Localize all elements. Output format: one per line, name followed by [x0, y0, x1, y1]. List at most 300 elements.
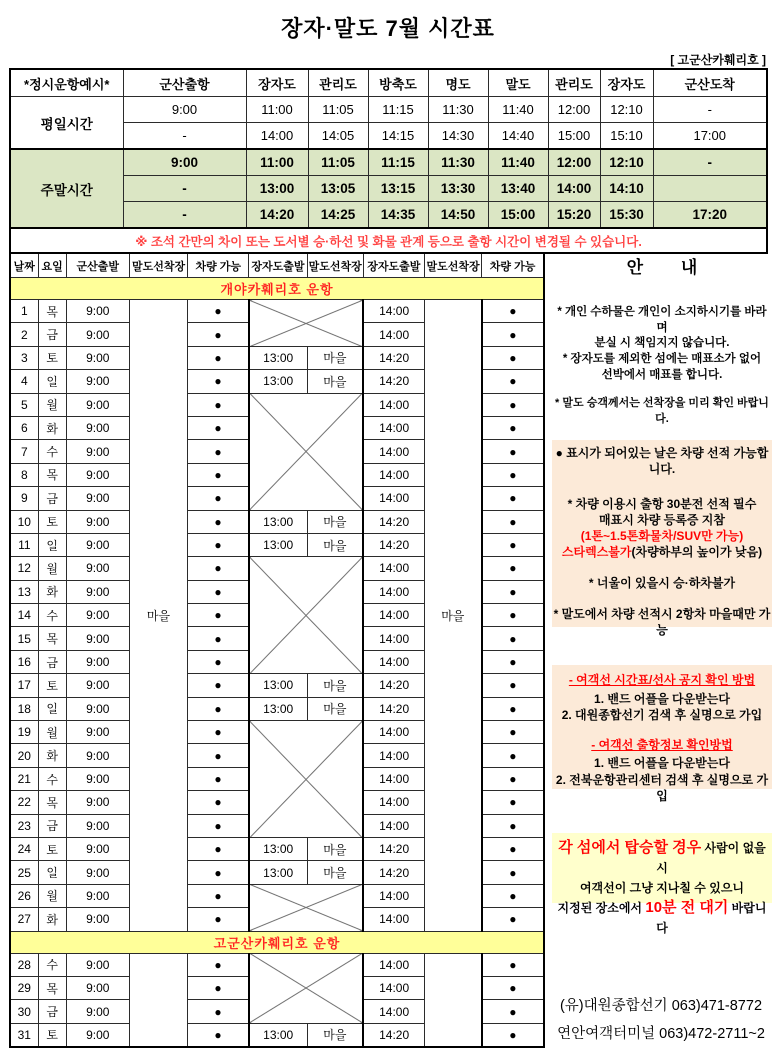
cell-date: 18	[10, 697, 38, 720]
cell-gunsan-depart: 9:00	[66, 697, 129, 720]
cell-maldo-dock-right: 마을	[424, 300, 481, 932]
vehicle-type-limit-note: (1톤~1.5톤화물차/SUV만 가능)	[580, 529, 744, 543]
notice-baggage	[552, 305, 772, 352]
cell-return-depart: 14:00	[363, 814, 424, 837]
weekend-time-cell: 14:20	[246, 202, 308, 229]
cell-gunsan-depart: 9:00	[66, 674, 129, 697]
weekday-time-cell: 15:00	[548, 123, 600, 150]
cell-gunsan-depart: 9:00	[66, 1023, 129, 1046]
cell-date: 25	[10, 861, 38, 884]
cell-date: 26	[10, 884, 38, 907]
cell-gunsan-depart: 9:00	[66, 908, 129, 931]
cell-date: 20	[10, 744, 38, 767]
cell-day: 월	[38, 884, 66, 907]
cell-car-allowed-left: ●	[188, 323, 249, 346]
cell-maldo-dock-left	[129, 953, 187, 1047]
weekend-time-cell: 12:10	[600, 149, 653, 176]
weekend-time-cell: -	[123, 202, 246, 229]
schedule-check-step1: 1. 밴드 어플을 다운받는다	[594, 691, 730, 706]
main-col-header: 말도선착장	[424, 253, 481, 278]
notice-ticketing-line2: 선박에서 매표를 합니다.	[601, 368, 723, 381]
cell-return-depart: 14:00	[363, 300, 424, 323]
cell-car-allowed-left: ●	[188, 908, 249, 931]
cell-car-allowed-left: ●	[188, 884, 249, 907]
cell-return-depart: 14:20	[363, 533, 424, 556]
notice-baggage-line2: 분실 시 책임지지 않습니다.	[594, 337, 730, 349]
top-col-header: 장자도	[600, 69, 653, 97]
cell-return-depart: 14:00	[363, 440, 424, 463]
cell-day: 화	[38, 580, 66, 603]
cell-no-service-x	[249, 721, 363, 838]
top-col-header: 방축도	[368, 69, 428, 97]
cell-day: 토	[38, 674, 66, 697]
cell-jangja-depart: 13:00	[249, 1023, 307, 1046]
cell-date: 15	[10, 627, 38, 650]
cell-car-allowed-left: ●	[188, 393, 249, 416]
weekend-time-cell: 13:15	[368, 176, 428, 202]
cell-maldo-stop: 마을	[307, 837, 363, 860]
weekday-time-cell: 15:10	[600, 123, 653, 150]
cell-car-allowed-left: ●	[188, 533, 249, 556]
cell-date: 14	[10, 604, 38, 627]
cell-gunsan-depart: 9:00	[66, 861, 129, 884]
cell-car-allowed-right: ●	[482, 487, 544, 510]
weekend-time-cell: 14:35	[368, 202, 428, 229]
cell-gunsan-depart: 9:00	[66, 370, 129, 393]
cell-day: 수	[38, 604, 66, 627]
cell-date: 2	[10, 323, 38, 346]
cell-car-allowed-right: ●	[482, 580, 544, 603]
starex-banned-label: 스타렉스불가	[561, 545, 632, 559]
cell-maldo-dock-right	[424, 953, 481, 1047]
cell-gunsan-depart: 9:00	[66, 393, 129, 416]
cell-day: 금	[38, 650, 66, 673]
cell-return-depart: 14:00	[363, 650, 424, 673]
cell-car-allowed-right: ●	[482, 416, 544, 439]
cell-car-allowed-left: ●	[188, 837, 249, 860]
cell-day: 금	[38, 1000, 66, 1023]
cell-day: 화	[38, 908, 66, 931]
cell-return-depart: 14:20	[363, 370, 424, 393]
vessel-name-tag: [ 고군산카훼리호 ]	[670, 53, 766, 67]
weekend-time-cell: -	[653, 149, 767, 176]
cell-date: 17	[10, 674, 38, 697]
cell-return-depart: 14:00	[363, 791, 424, 814]
cell-return-depart: 14:00	[363, 1000, 424, 1023]
cell-date: 21	[10, 767, 38, 790]
cell-gunsan-depart: 9:00	[66, 604, 129, 627]
cell-car-allowed-left: ●	[188, 604, 249, 627]
cell-gunsan-depart: 9:00	[66, 721, 129, 744]
cell-gunsan-depart: 9:00	[66, 580, 129, 603]
weekday-time-cell: 14:30	[428, 123, 488, 150]
cell-jangja-depart: 13:00	[249, 674, 307, 697]
cell-car-allowed-right: ●	[482, 370, 544, 393]
cell-jangja-depart: 13:00	[249, 346, 307, 369]
cell-return-depart: 14:00	[363, 604, 424, 627]
cell-car-allowed-right: ●	[482, 767, 544, 790]
weekday-time-cell: 11:00	[246, 97, 308, 123]
cell-car-allowed-right: ●	[482, 463, 544, 486]
cell-return-depart: 14:00	[363, 884, 424, 907]
cell-gunsan-depart: 9:00	[66, 510, 129, 533]
cell-date: 28	[10, 953, 38, 976]
weekday-time-cell: 12:10	[600, 97, 653, 123]
notice-ticketing	[552, 352, 772, 383]
cell-car-allowed-right: ●	[482, 953, 544, 976]
cell-return-depart: 14:00	[363, 908, 424, 931]
cell-return-depart: 14:00	[363, 416, 424, 439]
weekday-time-cell: 11:05	[308, 97, 368, 123]
weekend-time-cell: 14:50	[428, 202, 488, 229]
cell-day: 화	[38, 416, 66, 439]
cell-car-allowed-left: ●	[188, 346, 249, 369]
starex-reason-label: (차량하부의 높이가 낮음)	[631, 545, 763, 559]
cell-gunsan-depart: 9:00	[66, 767, 129, 790]
cell-no-service-x	[249, 953, 363, 1023]
cell-date: 29	[10, 976, 38, 999]
cell-car-allowed-right: ●	[482, 1023, 544, 1046]
cell-day: 금	[38, 814, 66, 837]
cell-car-allowed-left: ●	[188, 814, 249, 837]
weekend-time-cell: 14:00	[548, 176, 600, 202]
cell-car-allowed-right: ●	[482, 791, 544, 814]
cell-maldo-stop: 마을	[307, 510, 363, 533]
cell-car-allowed-left: ●	[188, 953, 249, 976]
cell-no-service-x	[249, 300, 363, 347]
cell-return-depart: 14:00	[363, 767, 424, 790]
weekend-time-cell: 11:30	[428, 149, 488, 176]
cell-return-depart: 14:00	[363, 463, 424, 486]
weekend-time-cell: 15:30	[600, 202, 653, 229]
vehicle-registration-note: 매표시 차량 등록증 지참	[599, 513, 725, 527]
notice-maldo-check: * 말도 승객께서는 선착장을 미리 확인 바랍니다.	[555, 397, 769, 425]
weekend-time-cell: 13:30	[428, 176, 488, 202]
cell-gunsan-depart: 9:00	[66, 814, 129, 837]
vehicle-dot-note: ● 표시가 되어있는 날은 차량 선적 가능합니다.	[555, 446, 769, 476]
cell-day: 목	[38, 791, 66, 814]
cell-gunsan-depart: 9:00	[66, 440, 129, 463]
cell-car-allowed-left: ●	[188, 440, 249, 463]
cell-day: 목	[38, 627, 66, 650]
cell-gunsan-depart: 9:00	[66, 557, 129, 580]
page-title: 장자·말도 7월 시간표	[281, 16, 495, 41]
weekday-time-cell: 9:00	[123, 97, 246, 123]
weekday-time-cell: 14:40	[488, 123, 548, 150]
cell-day: 토	[38, 510, 66, 533]
cell-car-allowed-left: ●	[188, 487, 249, 510]
cell-car-allowed-left: ●	[188, 721, 249, 744]
main-col-header: 날짜	[10, 253, 38, 278]
wait-warning-box	[552, 833, 772, 935]
weekend-time-cell: 15:20	[548, 202, 600, 229]
cell-car-allowed-right: ●	[482, 674, 544, 697]
cell-car-allowed-left: ●	[188, 510, 249, 533]
cell-day: 토	[38, 1023, 66, 1046]
cell-gunsan-depart: 9:00	[66, 627, 129, 650]
departure-info-heading: - 여객선 출항정보 확인방법	[591, 737, 733, 752]
contact-line1: (유)대원종합선기 063)471-8772	[559, 998, 763, 1014]
cell-gunsan-depart: 9:00	[66, 487, 129, 510]
cell-maldo-stop: 마을	[307, 346, 363, 369]
cell-return-depart: 14:00	[363, 953, 424, 976]
cell-car-allowed-right: ●	[482, 533, 544, 556]
main-calendar-table	[9, 252, 545, 1048]
wait-warning-line2: 여객선이 그냥 지나칠 수 있으니	[579, 881, 745, 895]
ten-min-wait-label: 10분 전 대기	[645, 899, 729, 916]
cell-car-allowed-left: ●	[188, 557, 249, 580]
boarding-case-label: 각 섬에서 탑승할 경우	[558, 839, 702, 856]
cell-day: 토	[38, 837, 66, 860]
cell-return-depart: 14:20	[363, 861, 424, 884]
main-col-header: 장자도출발	[249, 253, 307, 278]
weekend-time-cell: 9:00	[123, 149, 246, 176]
cell-car-allowed-right: ●	[482, 440, 544, 463]
cell-car-allowed-left: ●	[188, 1000, 249, 1023]
cell-car-allowed-right: ●	[482, 557, 544, 580]
main-col-header: 말도선착장	[129, 253, 187, 278]
cell-gunsan-depart: 9:00	[66, 976, 129, 999]
cell-day: 월	[38, 557, 66, 580]
cell-car-allowed-left: ●	[188, 767, 249, 790]
cell-maldo-stop: 마을	[307, 697, 363, 720]
vehicle-starex-note	[552, 544, 772, 560]
weekend-time-cell: 11:15	[368, 149, 428, 176]
cell-day: 일	[38, 533, 66, 556]
cell-return-depart: 14:00	[363, 487, 424, 510]
maldo-second-trip-note: * 말도에서 차량 선적시 2항차 마을때만 가능	[553, 607, 771, 637]
cell-car-allowed-right: ●	[482, 627, 544, 650]
ferry-operation-band: 개야카훼리호 운항	[10, 278, 544, 300]
wait-warning-line1	[552, 838, 772, 878]
weekend-time-cell: 11:00	[246, 149, 308, 176]
cell-car-allowed-left: ●	[188, 580, 249, 603]
cell-maldo-stop: 마을	[307, 1023, 363, 1046]
cell-return-depart: 14:20	[363, 1023, 424, 1046]
top-col-header: 관리도	[548, 69, 600, 97]
cell-car-allowed-left: ●	[188, 370, 249, 393]
cell-gunsan-depart: 9:00	[66, 744, 129, 767]
cell-date: 12	[10, 557, 38, 580]
cell-day: 일	[38, 861, 66, 884]
cell-car-allowed-right: ●	[482, 814, 544, 837]
cell-gunsan-depart: 9:00	[66, 791, 129, 814]
main-col-header: 차량 가능	[188, 253, 249, 278]
cell-car-allowed-left: ●	[188, 416, 249, 439]
weekend-time-cell: 15:00	[488, 202, 548, 229]
cell-date: 8	[10, 463, 38, 486]
cell-return-depart: 14:00	[363, 393, 424, 416]
weekend-label: 주말시간	[10, 149, 123, 228]
designated-place-label: 지정된 장소에서	[557, 901, 646, 915]
weekday-time-cell: 12:00	[548, 97, 600, 123]
cell-car-allowed-right: ●	[482, 650, 544, 673]
cell-car-allowed-left: ●	[188, 1023, 249, 1046]
cell-day: 일	[38, 697, 66, 720]
cell-date: 11	[10, 533, 38, 556]
cell-day: 금	[38, 487, 66, 510]
top-col-header: 말도	[488, 69, 548, 97]
departure-info-step1: 1. 밴드 어플을 다운받는다	[594, 756, 730, 770]
cell-date: 10	[10, 510, 38, 533]
cell-jangja-depart: 13:00	[249, 533, 307, 556]
weekend-time-cell: -	[123, 176, 246, 202]
cell-car-allowed-left: ●	[188, 674, 249, 697]
cell-return-depart: 14:20	[363, 510, 424, 533]
cell-gunsan-depart: 9:00	[66, 300, 129, 323]
cell-car-allowed-left: ●	[188, 650, 249, 673]
cell-date: 22	[10, 791, 38, 814]
cell-car-allowed-right: ●	[482, 837, 544, 860]
cell-day: 화	[38, 744, 66, 767]
cell-date: 19	[10, 721, 38, 744]
cell-car-allowed-right: ●	[482, 300, 544, 323]
please-label: 바랍니다	[656, 901, 767, 935]
weekend-time-cell: 13:00	[246, 176, 308, 202]
cell-day: 목	[38, 463, 66, 486]
wait-warning-line3	[552, 898, 772, 938]
cell-car-allowed-left: ●	[188, 300, 249, 323]
cell-no-service-x	[249, 393, 363, 510]
no-person-label: 사람이 없을 시	[656, 841, 766, 875]
weekday-time-cell: -	[653, 97, 767, 123]
cell-car-allowed-right: ●	[482, 976, 544, 999]
cell-date: 16	[10, 650, 38, 673]
top-col-header: 장자도	[246, 69, 308, 97]
cell-date: 23	[10, 814, 38, 837]
cell-car-allowed-right: ●	[482, 393, 544, 416]
top-col-header: 명도	[428, 69, 488, 97]
cell-date: 1	[10, 300, 38, 323]
cell-return-depart: 14:00	[363, 323, 424, 346]
cell-car-allowed-right: ●	[482, 721, 544, 744]
cell-return-depart: 14:00	[363, 627, 424, 650]
cell-car-allowed-left: ●	[188, 697, 249, 720]
cell-gunsan-depart: 9:00	[66, 837, 129, 860]
cell-jangja-depart: 13:00	[249, 837, 307, 860]
weekday-time-cell: 11:30	[428, 97, 488, 123]
cell-gunsan-depart: 9:00	[66, 416, 129, 439]
cell-gunsan-depart: 9:00	[66, 953, 129, 976]
weekend-time-cell: 13:05	[308, 176, 368, 202]
cell-gunsan-depart: 9:00	[66, 346, 129, 369]
top-col-header: 관리도	[308, 69, 368, 97]
cell-return-depart: 14:20	[363, 837, 424, 860]
cell-gunsan-depart: 9:00	[66, 884, 129, 907]
notice-baggage-line1: * 개인 수하물은 개인이 소지하시기를 바라며	[557, 306, 767, 334]
cell-return-depart: 14:00	[363, 744, 424, 767]
cell-day: 목	[38, 300, 66, 323]
cell-date: 4	[10, 370, 38, 393]
ferry-operation-band: 고군산카훼리호 운항	[10, 931, 544, 953]
main-col-header: 차량 가능	[482, 253, 544, 278]
weekend-time-cell: 13:40	[488, 176, 548, 202]
cell-day: 수	[38, 953, 66, 976]
cell-gunsan-depart: 9:00	[66, 533, 129, 556]
cell-date: 30	[10, 1000, 38, 1023]
weekday-label: 평일시간	[10, 97, 123, 150]
cell-jangja-depart: 13:00	[249, 861, 307, 884]
cell-return-depart: 14:20	[363, 346, 424, 369]
weekend-time-cell: 14:25	[308, 202, 368, 229]
weekend-time-cell	[653, 176, 767, 202]
cell-car-allowed-right: ●	[482, 908, 544, 931]
cell-car-allowed-right: ●	[482, 323, 544, 346]
cell-gunsan-depart: 9:00	[66, 463, 129, 486]
vehicle-30min-note: * 차량 이용시 출항 30분전 선적 필수	[567, 497, 757, 511]
weekday-time-cell: 14:15	[368, 123, 428, 150]
cell-car-allowed-right: ●	[482, 861, 544, 884]
cell-date: 7	[10, 440, 38, 463]
weekend-time-cell: 17:20	[653, 202, 767, 229]
band-app-box	[552, 665, 772, 803]
cell-date: 6	[10, 416, 38, 439]
cell-return-depart: 14:20	[363, 697, 424, 720]
cell-return-depart: 14:00	[363, 976, 424, 999]
notice-ticketing-line1: * 장자도를 제외한 섬에는 매표소가 없어	[562, 353, 762, 365]
cell-car-allowed-right: ●	[482, 884, 544, 907]
cell-gunsan-depart: 9:00	[66, 323, 129, 346]
cell-gunsan-depart: 9:00	[66, 650, 129, 673]
cell-day: 수	[38, 440, 66, 463]
cell-maldo-dock-left: 마을	[129, 300, 187, 932]
cell-return-depart: 14:00	[363, 721, 424, 744]
schedule-example-table	[9, 68, 768, 254]
cell-day: 토	[38, 346, 66, 369]
schedule-change-note: ※ 조석 간만의 차이 또는 도서별 승·하선 및 화물 관계 등으로 출항 시간이 변경될 수 있습니다.	[10, 228, 767, 253]
cell-car-allowed-right: ●	[482, 604, 544, 627]
cell-car-allowed-left: ●	[188, 744, 249, 767]
cell-maldo-stop: 마을	[307, 533, 363, 556]
cell-day: 금	[38, 323, 66, 346]
cell-car-allowed-left: ●	[188, 861, 249, 884]
main-col-header: 말도선착장	[307, 253, 363, 278]
cell-jangja-depart: 13:00	[249, 510, 307, 533]
top-col-header: 군산출항	[123, 69, 246, 97]
cell-car-allowed-right: ●	[482, 1000, 544, 1023]
cell-jangja-depart: 13:00	[249, 370, 307, 393]
cell-day: 수	[38, 767, 66, 790]
notice-title: 안 내	[626, 258, 698, 277]
cell-day: 일	[38, 370, 66, 393]
cell-jangja-depart: 13:00	[249, 697, 307, 720]
main-col-header: 요일	[38, 253, 66, 278]
cell-gunsan-depart: 9:00	[66, 1000, 129, 1023]
operator-contact	[546, 992, 776, 1048]
cell-date: 9	[10, 487, 38, 510]
cell-car-allowed-right: ●	[482, 744, 544, 767]
cell-car-allowed-right: ●	[482, 510, 544, 533]
schedule-check-heading: - 여객선 시간표/선사 공지 확인 방법	[568, 673, 756, 687]
cell-date: 27	[10, 908, 38, 931]
weekend-time-cell: 11:05	[308, 149, 368, 176]
weekday-time-cell: 14:05	[308, 123, 368, 150]
cell-day: 월	[38, 393, 66, 416]
cell-car-allowed-left: ●	[188, 976, 249, 999]
cell-car-allowed-right: ●	[482, 697, 544, 720]
cell-date: 3	[10, 346, 38, 369]
cell-date: 31	[10, 1023, 38, 1046]
cell-return-depart: 14:00	[363, 557, 424, 580]
cell-date: 24	[10, 837, 38, 860]
cell-return-depart: 14:20	[363, 674, 424, 697]
cell-car-allowed-right: ●	[482, 346, 544, 369]
cell-no-service-x	[249, 557, 363, 674]
weekend-time-cell: 11:40	[488, 149, 548, 176]
vehicle-loading-box	[552, 440, 772, 637]
cell-date: 5	[10, 393, 38, 416]
corner-label: *정시운항예시*	[10, 69, 123, 97]
